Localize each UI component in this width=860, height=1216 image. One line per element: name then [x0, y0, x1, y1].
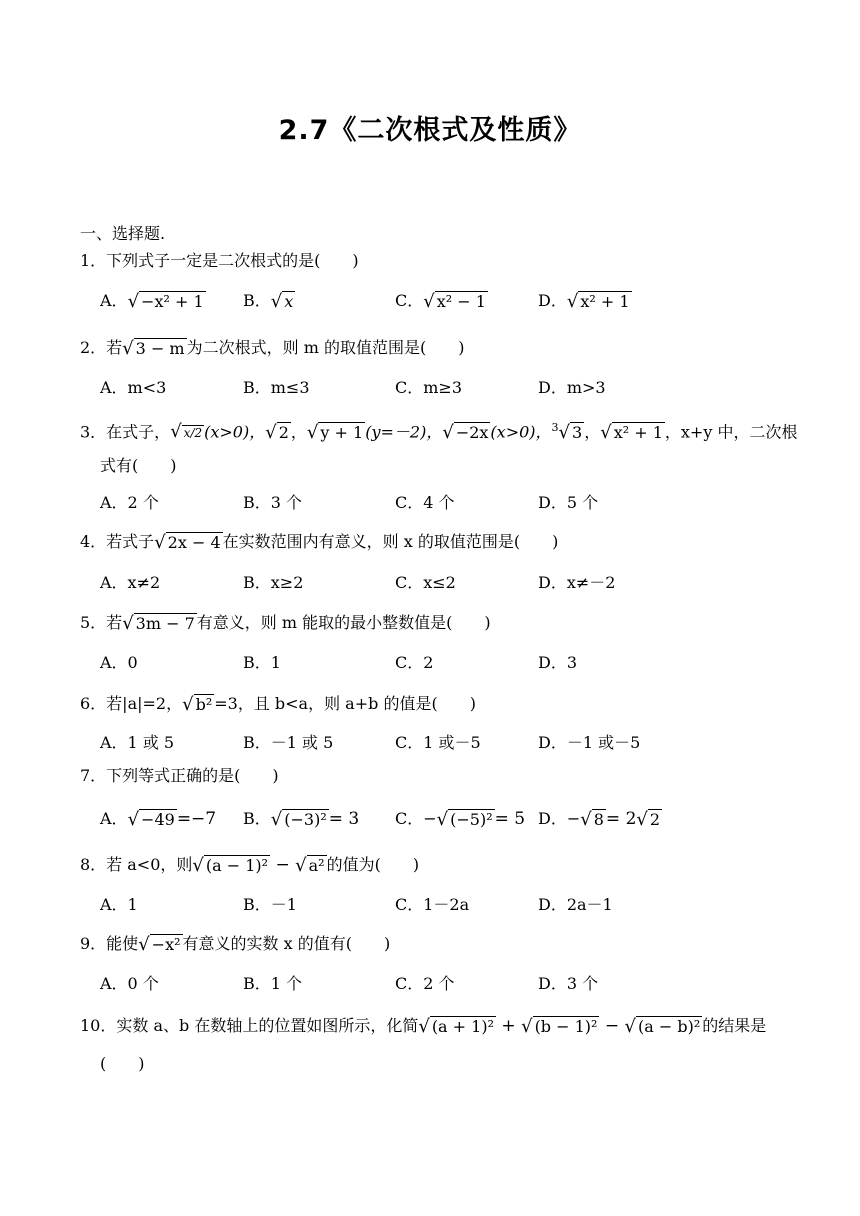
question-1: 1．下列式子一定是二次根式的是( )	[80, 251, 359, 270]
question-10: 10．实数 a、b 在数轴上的位置如图所示，化简√ (a + 1)² + √ (b − 1)² − √ (a − b)² 的结果是	[80, 1015, 767, 1037]
q5-option-b: B．1	[243, 653, 281, 672]
q1-option-a: A．√ −x² + 1	[100, 290, 204, 312]
sqrt-icon: √ −2x	[442, 421, 489, 443]
sqrt-icon: √ −x²	[138, 933, 181, 955]
q1-option-c: C．√ x² − 1	[395, 290, 486, 312]
q4-option-c: C．x≤2	[395, 573, 456, 592]
sqrt-icon: √ x	[270, 290, 294, 312]
q2-option-b: B．m≤3	[243, 378, 310, 397]
question-9: 9．能使√ −x² 有意义的实数 x 的值有( )	[80, 933, 391, 955]
sqrt-icon: √ x/2	[170, 421, 203, 443]
q7-option-a: A．√ −49 =−7	[100, 808, 217, 830]
q7-option-c: C．−√ (−5)² = 5	[395, 808, 526, 830]
q2-option-c: C．m≥3	[395, 378, 463, 397]
sqrt-icon: √ y + 1	[306, 421, 364, 443]
sqrt-icon: √ x² + 1	[566, 290, 630, 312]
sqrt-icon: √ (a − 1)²	[192, 854, 269, 876]
question-5: 5．若√ 3m − 7 有意义，则 m 能取的最小整数值是( )	[80, 612, 491, 634]
q5-option-c: C．2	[395, 653, 434, 672]
sqrt-icon: √ (−5)²	[436, 808, 493, 830]
q3-option-a: A．2 个	[100, 493, 159, 512]
q4-option-b: B．x≥2	[243, 573, 304, 592]
q7-option-d: D．−√ 8 = 2√ 2	[538, 808, 661, 830]
q4-option-d: D．x≠－2	[538, 573, 616, 592]
sqrt-icon: √ (b − 1)²	[521, 1015, 598, 1037]
q8-option-a: A．1	[100, 895, 138, 914]
question-4: 4．若式子√ 2x − 4 在实数范围内有意义，则 x 的取值范围是( )	[80, 531, 559, 553]
q6-option-c: C．1 或－5	[395, 733, 481, 752]
sqrt-icon: √ 2	[636, 808, 661, 830]
q9-option-d: D．3 个	[538, 974, 599, 993]
q1-option-d: D．√ x² + 1	[538, 290, 630, 312]
q3-option-d: D．5 个	[538, 493, 599, 512]
sqrt-icon: √ (−3)²	[270, 808, 327, 830]
sqrt-icon: √ (a + 1)²	[418, 1015, 495, 1037]
q9-option-c: C．2 个	[395, 974, 455, 993]
q8-option-b: B．－1	[243, 895, 297, 914]
cube-root-icon: √ 3	[558, 421, 583, 443]
section-heading: 一、选择题.	[80, 224, 166, 243]
q7-option-b: B．√ (−3)² = 3	[243, 808, 360, 830]
q5-option-d: D．3	[538, 653, 578, 672]
sqrt-icon: √ −49	[127, 808, 175, 830]
question-3: 3．在式子，√ x/2 (x>0)，√ 2 ，√ y + 1 (y=－2)，√ −2x (x>0)，$^3$√ 3 ，√ x² + 1 ，x+y 中，二次根	[80, 416, 797, 445]
sqrt-icon: √ 3 − m	[122, 337, 185, 359]
sqrt-icon: √ a²	[295, 854, 325, 876]
q8-option-d: D．2a－1	[538, 895, 613, 914]
sqrt-icon: √ −x² + 1	[127, 290, 204, 312]
sqrt-icon: √ 2x − 4	[154, 531, 221, 553]
question-10-line2: ( )	[100, 1054, 145, 1073]
sqrt-icon: √ b²	[182, 693, 213, 715]
q6-option-a: A．1 或 5	[100, 733, 175, 752]
question-7: 7．下列等式正确的是( )	[80, 766, 279, 785]
question-3-line2: 式有( )	[100, 456, 177, 475]
q3-option-b: B．3 个	[243, 493, 303, 512]
q5-option-a: A．0	[100, 653, 138, 672]
sqrt-icon: √ 8	[580, 808, 604, 830]
question-8: 8．若 a<0，则√ (a − 1)² − √ a² 的值为( )	[80, 854, 420, 876]
q6-option-d: D．－1 或－5	[538, 733, 641, 752]
question-2: 2．若√ 3 − m 为二次根式，则 m 的取值范围是( )	[80, 337, 465, 359]
sqrt-icon: √ 3m − 7	[122, 612, 195, 634]
q2-option-d: D．m>3	[538, 378, 606, 397]
q8-option-c: C．1－2a	[395, 895, 470, 914]
sqrt-icon: √ x² + 1	[600, 421, 663, 443]
q3-option-c: C．4 个	[395, 493, 455, 512]
q2-option-a: A．m<3	[100, 378, 167, 397]
q6-option-b: B．－1 或 5	[243, 733, 334, 752]
sqrt-icon: √ (a − b)²	[624, 1015, 701, 1037]
question-6: 6．若|a|=2，√ b² =3，且 b<a，则 a+b 的值是( )	[80, 693, 476, 715]
q9-option-b: B．1 个	[243, 974, 303, 993]
sqrt-icon: √ 2	[265, 421, 289, 443]
q1-option-b: B．√ x	[243, 290, 294, 312]
q4-option-a: A．x≠2	[100, 573, 161, 592]
page-title: 2.7《二次根式及性质》	[278, 115, 582, 146]
sqrt-icon: √ x² − 1	[423, 290, 486, 312]
q9-option-a: A．0 个	[100, 974, 159, 993]
